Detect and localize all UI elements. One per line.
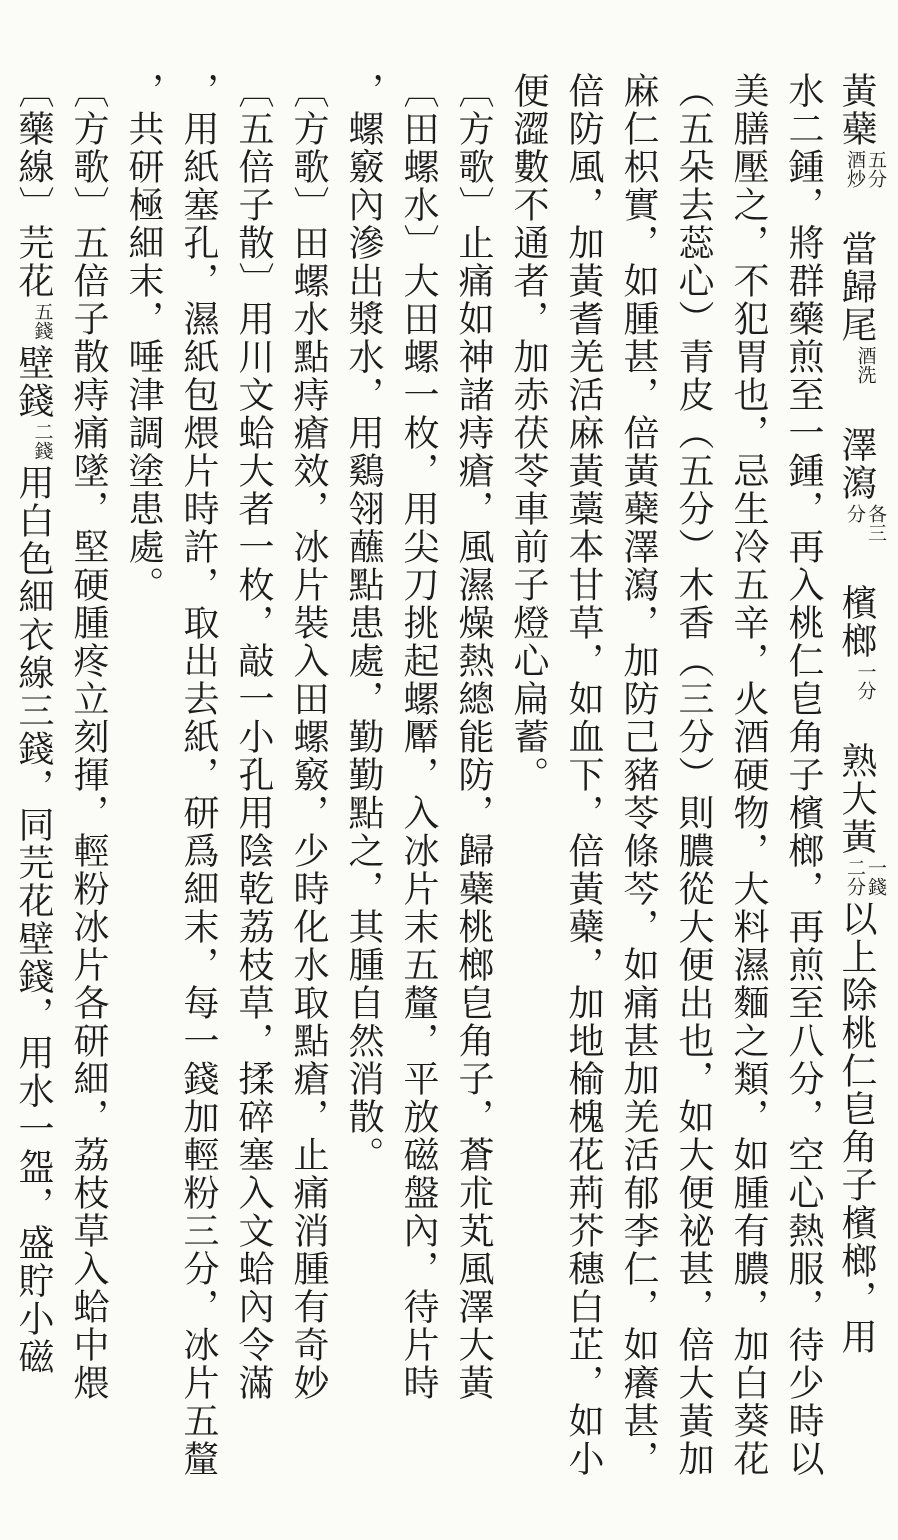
text-segment: 〔方歌〕田螺水點痔瘡效，冰片裝入田螺竅，少時化水取點瘡，止痛消腫有奇妙	[288, 72, 329, 1402]
text-column	[501, 72, 556, 1522]
text-column	[556, 72, 611, 1522]
text-segment: 當歸尾	[836, 192, 877, 344]
text-column	[776, 72, 831, 1522]
text-segment: 黃蘗	[836, 72, 877, 148]
text-segment: 便澀數不通者，加赤茯苓車前子燈心扁蓄。	[508, 72, 549, 794]
text-segment: 〔方歌〕止痛如神諸痔瘡，風濕燥熱總能防，歸蘗桃榔皀角子，蒼朮芄風澤大黃	[453, 72, 494, 1402]
text-column	[281, 72, 336, 1522]
text-column	[61, 72, 116, 1522]
annotation-note: 五分酒炒	[844, 150, 887, 188]
text-column	[611, 72, 666, 1522]
text-segment: 以上除桃仁皀角子檳榔，用	[836, 900, 877, 1356]
text-segment: （五朵去蕊心）青皮（五分）木香（三分）則膿從大便出也，如大便祕甚，倍大黃加	[673, 72, 714, 1478]
text-segment: 美膳壓之，不犯胃也，忌生冷五辛，火酒硬物，大料濕麵之類，如腫有膿，加白葵花	[728, 72, 769, 1478]
text-column	[116, 72, 171, 1522]
text-segment: 檳榔	[836, 546, 877, 660]
text-segment: 〔方歌〕五倍子散痔痛墜，堅硬腫疼立刻揮，輕粉冰片各研細，荔枝草入蛤中煨	[68, 72, 109, 1402]
text-segment: 麻仁枳實，如腫甚，倍黃蘗澤瀉，加防己豬苓條芩，如痛甚加羌活郁李仁，如癢甚，	[618, 72, 659, 1478]
text-column	[721, 72, 776, 1522]
text-column	[666, 72, 721, 1522]
annotation-note: 一錢二分	[844, 858, 887, 896]
text-segment: 用白色細衣線三錢，同芫花壁錢，用水一盌，盛貯小磁	[13, 464, 54, 1376]
text-segment: 倍防風，加黃耆羌活麻黃藁本甘草，如血下，倍黃蘗，加地榆槐花荊芥穗白芷，如小	[563, 72, 604, 1478]
annotation-note: 酒洗	[854, 346, 877, 384]
text-segment: 〔田螺水〕大田螺一枚，用尖刀挑起螺厴，入冰片末五釐，平放磁盤內，待片時	[398, 72, 439, 1402]
text-column	[831, 72, 886, 1522]
text-segment: 〔藥線〕芫花	[13, 72, 54, 300]
text-segment: 澤瀉	[836, 388, 877, 502]
text-column	[446, 72, 501, 1522]
text-segment: 壁錢	[13, 344, 54, 420]
text-segment: ，用紙塞孔，濕紙包煨片時許，取出去紙，研爲細末，每一錢加輕粉三分，冰片五釐	[178, 72, 219, 1478]
text-segment: 水二鍾，將群藥煎至一鍾，再入桃仁皀角子檳榔，再煎至八分，空心熱服，待少時以	[783, 72, 824, 1478]
annotation-note: 一分	[854, 662, 877, 700]
annotation-note: 五錢	[31, 302, 54, 340]
text-column	[336, 72, 391, 1522]
text-column	[391, 72, 446, 1522]
text-column	[226, 72, 281, 1522]
text-segment: ，螺竅內滲出漿水，用鷄翎蘸點患處，勤勤點之，其腫自然消散。	[343, 72, 384, 1174]
annotation-note: 各三分	[844, 504, 887, 542]
annotation-note: 二錢	[31, 422, 54, 460]
text-segment: 〔五倍子散〕用川文蛤大者一枚，敲一小孔用陰乾荔枝草，揉碎塞入文蛤內令滿	[233, 72, 274, 1402]
vertical-text-page	[6, 72, 886, 1522]
text-column	[6, 72, 61, 1522]
text-column	[171, 72, 226, 1522]
text-segment: ，共研極細末，唾津調塗患處。	[123, 72, 164, 604]
text-segment: 熟大黃	[836, 704, 877, 856]
